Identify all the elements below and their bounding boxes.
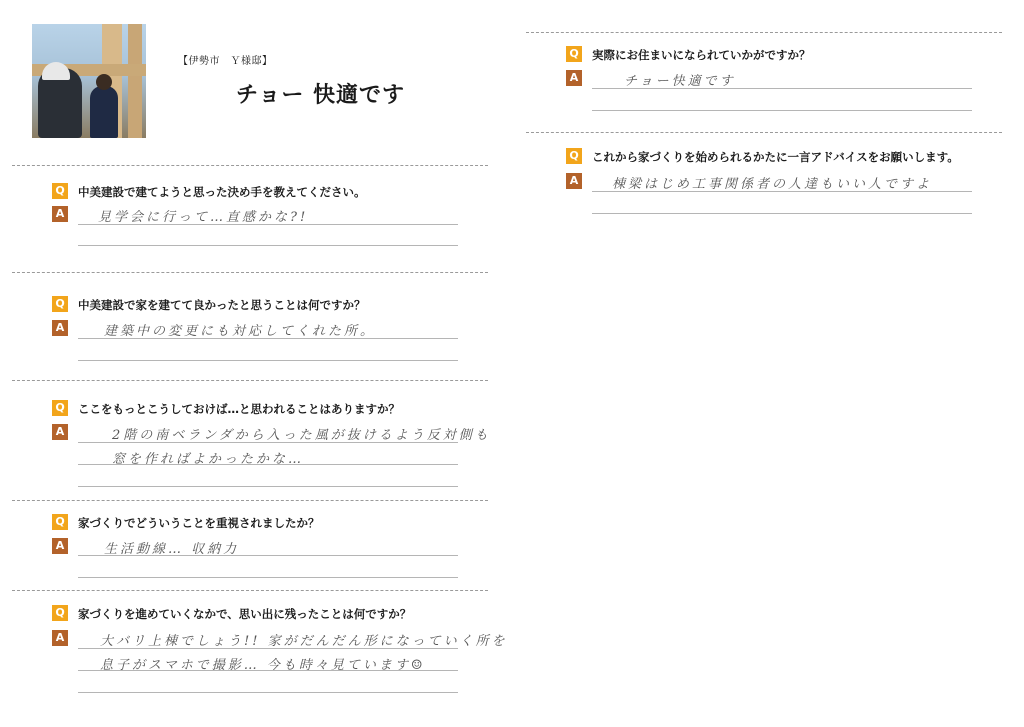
- answer-badge: A: [52, 320, 68, 336]
- answer-text: 見学会に行って…直感かな?!: [98, 210, 309, 225]
- answer-text: 棟梁はじめ工事関係者の人達もいい人ですよ: [612, 177, 933, 192]
- answer-line: [78, 670, 458, 671]
- answer-badge: A: [52, 630, 68, 646]
- answer-text: 生活動線… 収納力: [104, 542, 240, 557]
- question-text: 中美建設で建てようと思った決め手を教えてください。: [78, 185, 366, 199]
- question-text: これから家づくりを始められるかたに一言アドバイスをお願いします。: [592, 150, 959, 164]
- question-text: ここをもっとこうしておけば…と思われることはありますか？: [78, 402, 400, 416]
- answer-line: [78, 245, 458, 246]
- section-divider: [12, 590, 488, 591]
- answer-line: [78, 486, 458, 487]
- location-label: 【伊勢市 Ｙ様邸】: [178, 56, 273, 67]
- answer-line: [592, 191, 972, 192]
- section-divider: [12, 165, 488, 166]
- answer-line: [592, 88, 972, 89]
- answer-line: [78, 648, 458, 649]
- section-divider: [526, 132, 1002, 133]
- question-text: 中美建設で家を建てて良かったと思うことは何ですか？: [78, 298, 366, 312]
- section-divider: [12, 272, 488, 273]
- answer-badge: A: [52, 206, 68, 222]
- answer-line: [592, 110, 972, 111]
- photo-person: [90, 86, 118, 138]
- section-divider: [12, 380, 488, 381]
- question-badge: Q: [52, 296, 68, 312]
- answer-line: [78, 577, 458, 578]
- answer-badge: A: [52, 538, 68, 554]
- question-text: 家づくりを進めていくなかで、思い出に残ったことは何ですか？: [78, 607, 412, 621]
- answer-line: [78, 338, 458, 339]
- family-photo: [32, 24, 146, 138]
- question-text: 家づくりでどういうことを重視されましたか？: [78, 516, 320, 530]
- answer-text: 大バリ上棟でしょう!! 家がだんだん形になっていく所を: [100, 634, 508, 649]
- answer-text: 窓を作ればよかったかな…: [112, 452, 305, 467]
- answer-line: [78, 224, 458, 225]
- answer-line: [78, 555, 458, 556]
- section-divider: [526, 32, 1002, 33]
- answer-line: [78, 442, 458, 443]
- answer-line: [592, 213, 972, 214]
- answer-text: 息子がスマホで撮影… 今も時々見ています☺: [100, 658, 426, 673]
- question-text: 実際にお住まいになられていかがですか？: [592, 48, 811, 62]
- answer-badge: A: [566, 70, 582, 86]
- question-badge: Q: [52, 605, 68, 621]
- answer-badge: A: [52, 424, 68, 440]
- question-badge: Q: [52, 514, 68, 530]
- question-badge: Q: [52, 400, 68, 416]
- answer-badge: A: [566, 173, 582, 189]
- question-badge: Q: [566, 148, 582, 164]
- question-badge: Q: [52, 183, 68, 199]
- headline: チョー 快適です: [236, 83, 405, 108]
- answer-text: 建築中の変更にも対応してくれた所。: [104, 324, 377, 339]
- question-badge: Q: [566, 46, 582, 62]
- section-divider: [12, 500, 488, 501]
- photo-head: [96, 74, 112, 90]
- answer-line: [78, 360, 458, 361]
- answer-text: 2階の南ベランダから入った風が抜けるよう反対側も: [112, 428, 491, 443]
- answer-text: チョー快適です: [624, 74, 736, 89]
- answer-line: [78, 464, 458, 465]
- answer-line: [78, 692, 458, 693]
- photo-beam: [128, 24, 142, 138]
